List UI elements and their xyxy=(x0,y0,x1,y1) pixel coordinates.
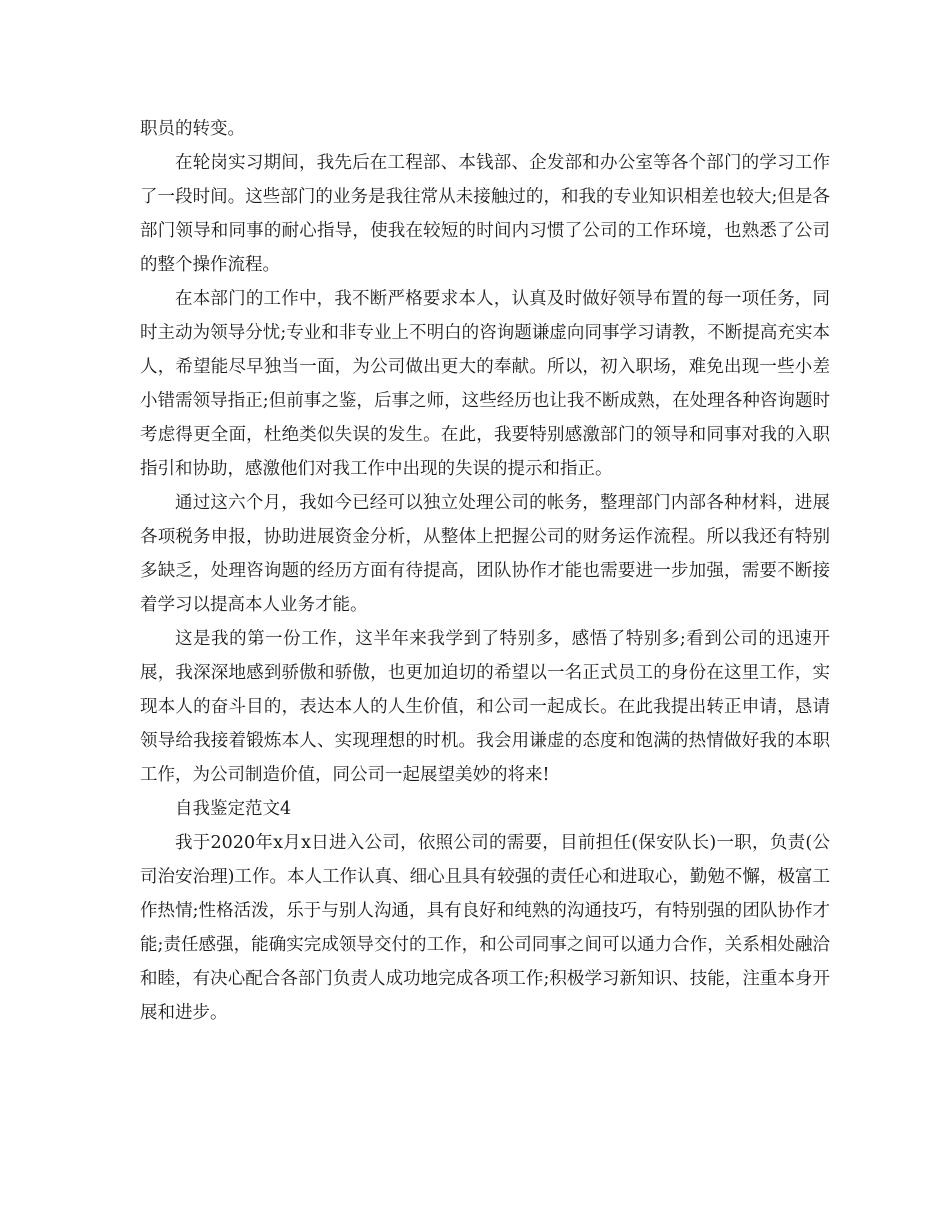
paragraph-department-work: 在本部门的工作中，我不断严格要求本人，认真及时做好领导布置的每一项任务，同时主动为领导分忧;专业和非专业上不明白的咨询题谦虚向同事学习请教，不断提高充实本人，希望能尽早独当一面，为公司做出更大的奉献。所以，初入职场，难免出现一些小差小错需领导指正;但前事之鉴，后事之师，这些经历也让我不断成熟，在处理各种咨询题时考虑得更全面，杜绝类似失误的发生。在此，我要特别感激部门的领导和同事对我的入职指引和协助，感激他们对我工作中出现的失误的提示和指正。 xyxy=(140,289,830,479)
section-heading: 自我鉴定范文4 xyxy=(175,799,292,819)
paragraph-six-months: 通过这六个月，我如今已经可以独立处理公司的帐务，整理部门内部各种材料，进展各项税务申报，协助进展资金分析，从整体上把握公司的财务运作流程。所以我还有特别多缺乏，处理咨询题的经历方面有待提高，团队协作才能也需要进一步加强，需要不断接着学习以提高本人业务才能。 xyxy=(140,493,830,615)
paragraph-continuation: 职员的转变。 xyxy=(140,119,245,139)
paragraph-first-job: 这是我的第一份工作，这半年来我学到了特别多，感悟了特别多;看到公司的迅速开展，我深深地感到骄傲和骄傲，也更加迫切的希望以一名正式员工的身份在这里工作，实现本人的奋斗目的，表达本人的人生价值，和公司一起成长。在此我提出转正申请，恳请领导给我接着锻炼本人、实现理想的时机。我会用谦虚的态度和饱满的热情做好我的本职工作，为公司制造价值，同公司一起展望美妙的将来! xyxy=(140,629,830,785)
paragraph-security-captain: 我于2020年x月x日进入公司，依照公司的需要，目前担任(保安队长)一职，负责(公司治安治理)工作。本人工作认真、细心且具有较强的责任心和进取心，勤勉不懈，极富工作热情;性格活泼，乐于与别人沟通，具有良好和纯熟的沟通技巧，有特别强的团队协作才能;责任感强，能确实完成领导交付的工作，和公司同事之间可以通力合作，关系相处融洽和睦，有决心配合各部门负责人成功地完成各项工作;积极学习新知识、技能，注重本身开展和进步。 xyxy=(140,833,830,1023)
paragraph-rotation-internship: 在轮岗实习期间，我先后在工程部、本钱部、企发部和办公室等各个部门的学习工作了一段时间。这些部门的业务是我往常从未接触过的，和我的专业知识相差也较大;但是各部门领导和同事的耐心指导，使我在较短的时间内习惯了公司的工作环境，也熟悉了公司的整个操作流程。 xyxy=(140,153,830,275)
document-body xyxy=(140,112,830,1030)
